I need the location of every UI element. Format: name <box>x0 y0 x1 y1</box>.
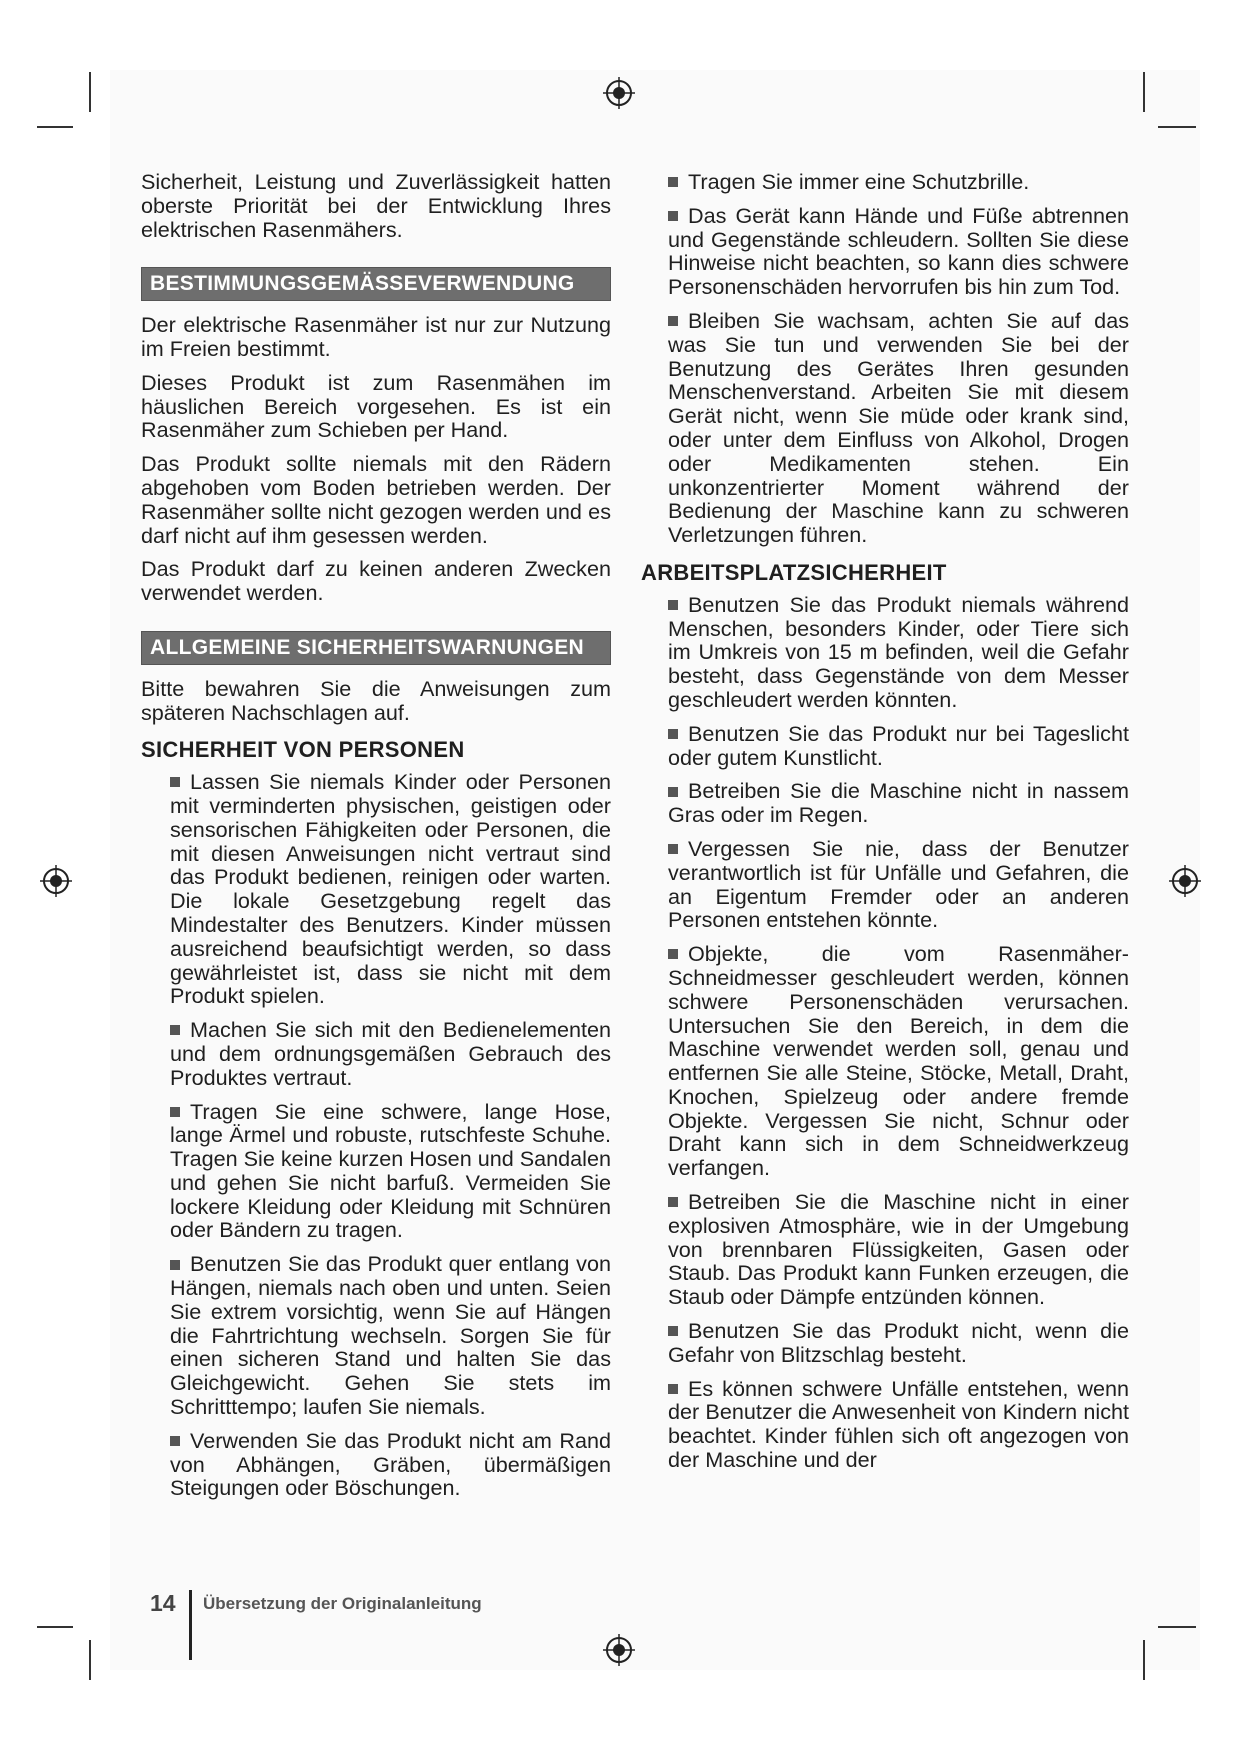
list-item-text: Es können schwere Unfälle entstehen, wenn der Benutzer die Anwesenheit von Kindern nicht beachtet. Kinder fühlen sich oft angezogen von der Maschine und der <box>668 1375 1129 1473</box>
bullet-square-icon <box>668 211 678 221</box>
list-item <box>170 1252 611 1419</box>
list-item <box>668 722 1129 770</box>
registration-mark-icon <box>602 1633 636 1667</box>
body-paragraph: Bitte bewahren Sie die Anweisungen zum späteren Nachschlagen auf. <box>141 675 611 725</box>
list-item-text: Vergessen Sie nie, dass der Benutzer verantwortlich ist für Unfälle und Gefahren, die an Eigentum Fremder oder an anderen Personen entstehen könnte. <box>668 835 1129 933</box>
list-item-text: Objekte, die vom Rasenmäher-Schneidmesser geschleudert werden, können schwere Personenschäden verursachen. Untersuchen Sie den Bereich, in dem die Maschine verwendet werden soll, genau und entfernen Sie alle Steine, Stöcke, Metall, Draht, Knochen, Spielzeug oder andere fremde Objekte. Vergessen Sie nicht, Schnur oder Draht kann sich in dem Schneidwerkzeug verfangen. <box>668 941 1129 1181</box>
footer-title: Übersetzung der Originalanleitung <box>203 1594 482 1613</box>
bullet-square-icon <box>170 1436 180 1446</box>
list-item-text: Betreiben Sie die Maschine nicht in nassem Gras oder im Regen. <box>668 778 1129 828</box>
bullet-square-icon <box>668 316 678 326</box>
list-item-text: Lassen Sie niemals Kinder oder Personen mit verminderten physischen, geistigen oder sensorischen Fähigkeiten oder Personen, die mit diesen Anweisungen nicht vertraut sind das Produkt bedienen, reinigen oder warten. Die lokale Gesetzgebung regelt das Mindestalter des Benutzers. Kinder müssen ausreichend beaufsichtigt werden, so dass gewährleistet ist, dass sie nicht mit dem Produkt spielen. <box>170 769 611 1009</box>
body-paragraph: Dieses Produkt ist zum Rasenmähen im häuslichen Bereich vorgesehen. Es ist ein Rasenmäher zum Schieben per Hand. <box>141 369 611 443</box>
list-item-text: Bleiben Sie wachsam, achten Sie auf das was Sie tun und verwenden Sie bei der Benutzung des Gerätes Ihren gesunden Menschenverstand. Arbeiten Sie mit diesem Gerät nicht, wenn Sie müde oder krank sind, oder unter dem Einfluss von Alkohol, Drogen oder Medikamenten stehen. Ein unkonzentrierter Moment während der Bedienung der Maschine kann zu schweren Verletzungen führen. <box>668 307 1129 548</box>
bullet-square-icon <box>668 949 678 959</box>
list-item-text: Tragen Sie immer eine Schutzbrille. <box>688 169 1030 194</box>
bullet-square-icon <box>170 1107 180 1117</box>
crop-mark-bottom-right-horizontal <box>1158 1626 1196 1628</box>
registration-mark-icon <box>1168 864 1202 898</box>
bullet-square-icon <box>668 1384 678 1394</box>
list-item <box>668 837 1129 932</box>
list-item <box>668 204 1129 299</box>
list-item <box>668 1190 1129 1309</box>
list-item-text: Tragen Sie eine schwere, lange Hose, lange Ärmel und robuste, rutschfeste Schuhe. Tragen Sie keine kurzen Hosen und Sandalen und gehen Sie nicht barfuß. Vermeiden Sie lockere Kleidung oder Kleidung mit Schnüren oder Bändern zu tragen. <box>170 1098 611 1243</box>
registration-mark-icon <box>39 864 73 898</box>
list-item <box>668 170 1129 194</box>
list-item-text: Benutzen Sie das Produkt niemals während Menschen, besonders Kinder, oder Tiere sich im Umkreis von 15 m befinden, weil die Gefahr besteht, dass Gegenstände von dem Messer geschleudert werden könnten. <box>668 591 1129 712</box>
crop-mark-top-left-vertical <box>89 72 91 112</box>
page-number: 14 <box>150 1590 176 1616</box>
bullet-square-icon <box>668 177 678 187</box>
list-item <box>668 593 1129 712</box>
list-item-text: Benutzen Sie das Produkt nur bei Tageslicht oder gutem Kunstlicht. <box>668 720 1129 770</box>
footer-divider <box>189 1590 192 1660</box>
list-item <box>668 1377 1129 1472</box>
crop-mark-bottom-left-horizontal <box>37 1626 73 1628</box>
left-column <box>141 170 611 1510</box>
list-item <box>668 942 1129 1180</box>
bullet-square-icon <box>170 1260 180 1270</box>
list-item <box>668 779 1129 827</box>
list-item-text: Machen Sie sich mit den Bedienelementen und dem ordnungsgemäßen Gebrauch des Produktes vertraut. <box>170 1017 611 1090</box>
bullet-square-icon <box>668 844 678 854</box>
list-item <box>668 309 1129 547</box>
list-item <box>668 1319 1129 1367</box>
bullet-list <box>641 170 1129 547</box>
bullet-list <box>641 593 1129 1472</box>
list-item-text: Das Gerät kann Hände und Füße abtrennen und Gegenstände schleudern. Sollten Sie diese Hinweise nicht beachten, so kann dies schwere Personenschäden hervorrufen bis hin zum Tod. <box>668 202 1129 300</box>
bullet-square-icon <box>668 1326 678 1336</box>
bullet-square-icon <box>668 729 678 739</box>
crop-mark-top-left-horizontal <box>37 126 73 128</box>
bullet-square-icon <box>170 1025 180 1035</box>
crop-mark-top-right-vertical <box>1143 72 1145 112</box>
list-item <box>170 770 611 1008</box>
list-item <box>170 1100 611 1243</box>
crop-mark-bottom-right-vertical <box>1143 1640 1145 1680</box>
bullet-square-icon <box>668 1197 678 1207</box>
crop-mark-top-right-horizontal <box>1158 126 1196 128</box>
bullet-square-icon <box>170 777 180 787</box>
list-item <box>170 1429 611 1500</box>
list-item-text: Verwenden Sie das Produkt nicht am Rand von Abhängen, Gräben, übermäßigen Steigungen oder Böschungen. <box>170 1427 611 1501</box>
body-paragraph: Der elektrische Rasenmäher ist nur zur Nutzung im Freien bestimmt. <box>141 312 611 361</box>
subheading-workplace-safety: ARBEITSPLATZSICHERHEIT <box>641 559 947 585</box>
list-item-text: Betreiben Sie die Maschine nicht in einer explosiven Atmosphäre, wie in der Umgebung von brennbaren Flüssigkeiten, Gasen oder Staub. Das Produkt kann Funken erzeugen, die Staub oder Dämpfe entzünden können. <box>668 1189 1129 1310</box>
intro-paragraph: Sicherheit, Leistung und Zuverlässigkeit hatten oberste Priorität bei der Entwicklung Ihres elektrischen Rasenmähers. <box>141 169 611 242</box>
bullet-list <box>141 770 611 1500</box>
body-paragraph: Das Produkt darf zu keinen anderen Zwecken verwendet werden. <box>141 556 611 606</box>
list-item <box>170 1018 611 1089</box>
right-column <box>641 170 1129 1482</box>
subheading-personal-safety: SICHERHEIT VON PERSONEN <box>141 737 465 763</box>
registration-mark-icon <box>602 76 636 110</box>
crop-mark-bottom-left-vertical <box>89 1640 91 1680</box>
body-paragraph: Das Produkt sollte niemals mit den Rädern abgehoben vom Boden betrieben werden. Der Rasenmäher sollte nicht gezogen werden und es darf nicht auf ihm gesessen werden. <box>141 451 611 548</box>
list-item-text: Benutzen Sie das Produkt nicht, wenn die Gefahr von Blitzschlag besteht. <box>668 1318 1129 1367</box>
section-heading-intended-use: BESTIMMUNGSGEMÄSSEVERWENDUNG <box>141 267 611 301</box>
list-item-text: Benutzen Sie das Produkt quer entlang von Hängen, niemals nach oben und unten. Seien Sie extrem vorsichtig, wenn Sie auf Hängen die Fahrtrichtung wechseln. Sorgen Sie für einen sicheren Stand und halten Sie das Gleichgewicht. Gehen Sie stets im Schritttempo; laufen Sie niemals. <box>170 1251 611 1420</box>
bullet-square-icon <box>668 787 678 797</box>
section-heading-general-warnings: ALLGEMEINE SICHERHEITSWARNUNGEN <box>141 631 611 665</box>
bullet-square-icon <box>668 600 678 610</box>
